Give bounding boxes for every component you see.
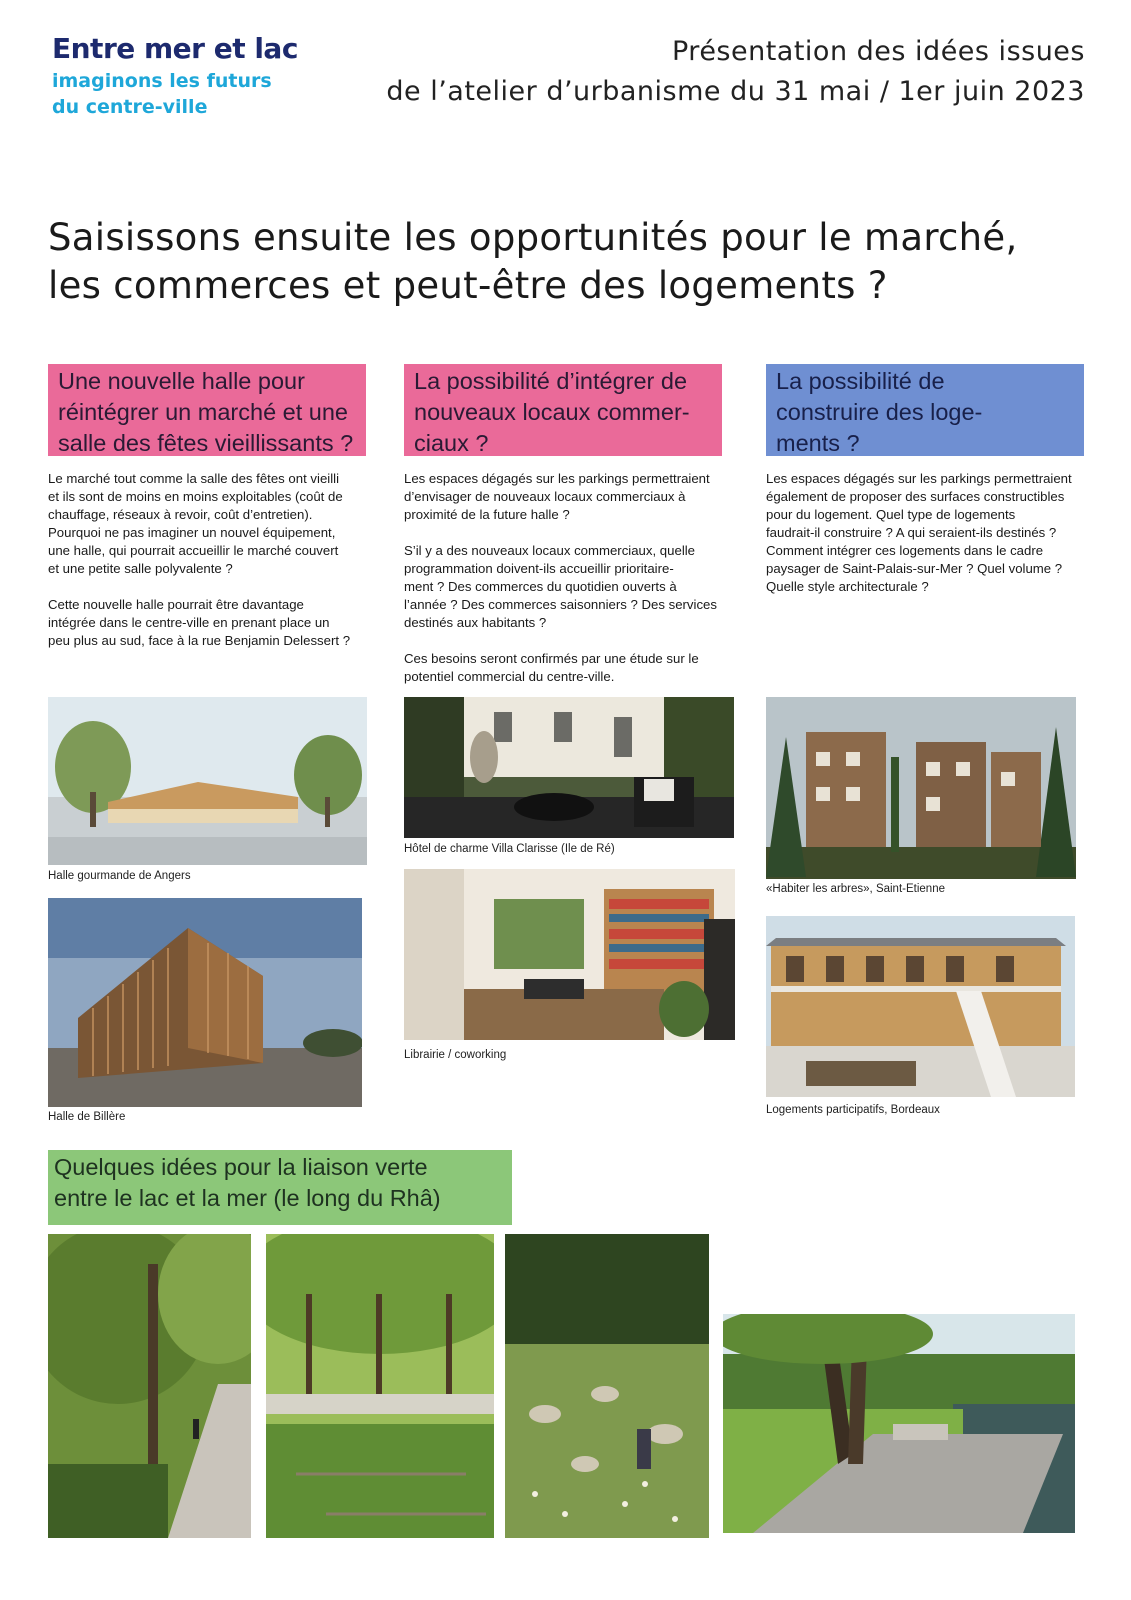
text-line: programmation doivent-ils accueillir prioritaire- [404, 561, 674, 576]
photo-caption: Logements participatifs, Bordeaux [766, 1104, 940, 1116]
text-line: ment ? Des commerces du quotidien ouverts à [404, 579, 677, 594]
text-line: Ces besoins seront confirmés par une étude sur le [404, 651, 699, 666]
section-title-line: construire des loge- [776, 399, 983, 425]
text-line: chauffage, réseaux à revoir, coût d’entretien). [48, 507, 313, 522]
photo-habiter-les-arbres [766, 697, 1076, 879]
text-line: potentiel commercial du centre-ville. [404, 669, 615, 684]
photo-logements-participatifs [766, 916, 1075, 1097]
section-title-line: nouveaux locaux commer- [414, 399, 690, 425]
photo-liaison-jardin-de-pluie [266, 1234, 494, 1538]
text-line: proximité de la future halle ? [404, 507, 570, 522]
section-title-logements [766, 364, 1084, 456]
section-text-halle [48, 470, 350, 650]
section-title-commerces [404, 364, 722, 456]
text-line: peu plus au sud, face à la rue Benjamin Delessert ? [48, 633, 351, 648]
section-title-line: réintégrer un marché et une [58, 399, 348, 425]
section-title-line: Une nouvelle halle pour [58, 368, 305, 394]
section-title-liaison-verte [48, 1150, 512, 1225]
section-text-commerces [404, 470, 717, 686]
section-title-line: ments ? [776, 430, 860, 456]
text-line: Quelle style architecturale ? [766, 579, 929, 594]
text-line: pour du logement. Quel type de logements [766, 507, 1016, 522]
brand-title: Entre mer et lac [52, 32, 298, 65]
text-line: paysager de Saint-Palais-sur-Mer ? Quel volume ? [766, 561, 1063, 576]
section-title-line: salle des fêtes vieillissants ? [58, 430, 354, 456]
photo-halle-billere [48, 898, 362, 1107]
text-line: d’envisager de nouveaux locaux commerciaux à [404, 489, 686, 504]
text-line: une halle, qui pourrait accueillir le marché couvert [48, 543, 339, 558]
photo-librairie-coworking [404, 869, 735, 1040]
section-title-line: La possibilité d’intégrer de [414, 368, 688, 394]
text-line: l’année ? Des commerces saisonniers ? Des services [404, 597, 717, 612]
text-line: également de proposer des surfaces constructibles [766, 489, 1065, 504]
photo-liaison-promenade [48, 1234, 251, 1538]
text-line: S’il y a des nouveaux locaux commerciaux, quelle [404, 543, 696, 558]
text-line: et une petite salle polyvalente ? [48, 561, 233, 576]
presentation-line-2: de l’atelier d’urbanisme du 31 mai / 1er juin 2023 [386, 76, 1085, 107]
text-line: intégrée dans le centre-ville en prenant place un [48, 615, 330, 630]
text-line: Pourquoi ne pas imaginer un nouvel équipement, [48, 525, 336, 540]
page-headline-line-2: les commerces et peut-être des logements ? [48, 264, 888, 307]
section-title-line: Quelques idées pour la liaison verte [54, 1154, 428, 1180]
text-line: Comment intégrer ces logements dans le cadre [766, 543, 1044, 558]
section-title-line: La possibilité de [776, 368, 945, 394]
photo-villa-clarisse [404, 697, 734, 838]
presentation-line-1: Présentation des idées issues [672, 36, 1085, 67]
photo-caption: Hôtel de charme Villa Clarisse (Ile de Ré) [404, 843, 615, 855]
photo-liaison-ponton-lac [723, 1314, 1075, 1533]
photo-caption: Librairie / coworking [404, 1049, 507, 1061]
photo-caption: «Habiter les arbres», Saint-Etienne [766, 883, 945, 895]
text-line: Les espaces dégagés sur les parkings permettraient [766, 471, 1072, 486]
section-title-line: entre le lac et la mer (le long du Rhâ) [54, 1185, 441, 1211]
text-line: Cette nouvelle halle pourrait être davantage [48, 597, 304, 612]
page-headline-line-1: Saisissons ensuite les opportunités pour le marché, [48, 216, 1018, 259]
photo-halle-angers [48, 697, 367, 865]
text-line: faudrait-il construire ? A qui seraient-ils destinés ? [766, 525, 1057, 540]
photo-caption: Halle gourmande de Angers [48, 870, 191, 882]
section-title-line: ciaux ? [414, 430, 489, 456]
text-line: et ils sont de moins en moins exploitables (coût de [48, 489, 343, 504]
brand-subtitle-line-2: du centre-ville [52, 96, 208, 118]
text-line: Le marché tout comme la salle des fêtes ont vieilli [48, 471, 339, 486]
photo-liaison-prairie [505, 1234, 709, 1538]
text-line: destinés aux habitants ? [404, 615, 547, 630]
text-line: Les espaces dégagés sur les parkings permettraient [404, 471, 710, 486]
photo-caption: Halle de Billère [48, 1111, 126, 1123]
section-text-logements [766, 470, 1072, 596]
section-title-halle [48, 364, 366, 456]
brand-subtitle-line-1: imaginons les futurs [52, 70, 272, 92]
